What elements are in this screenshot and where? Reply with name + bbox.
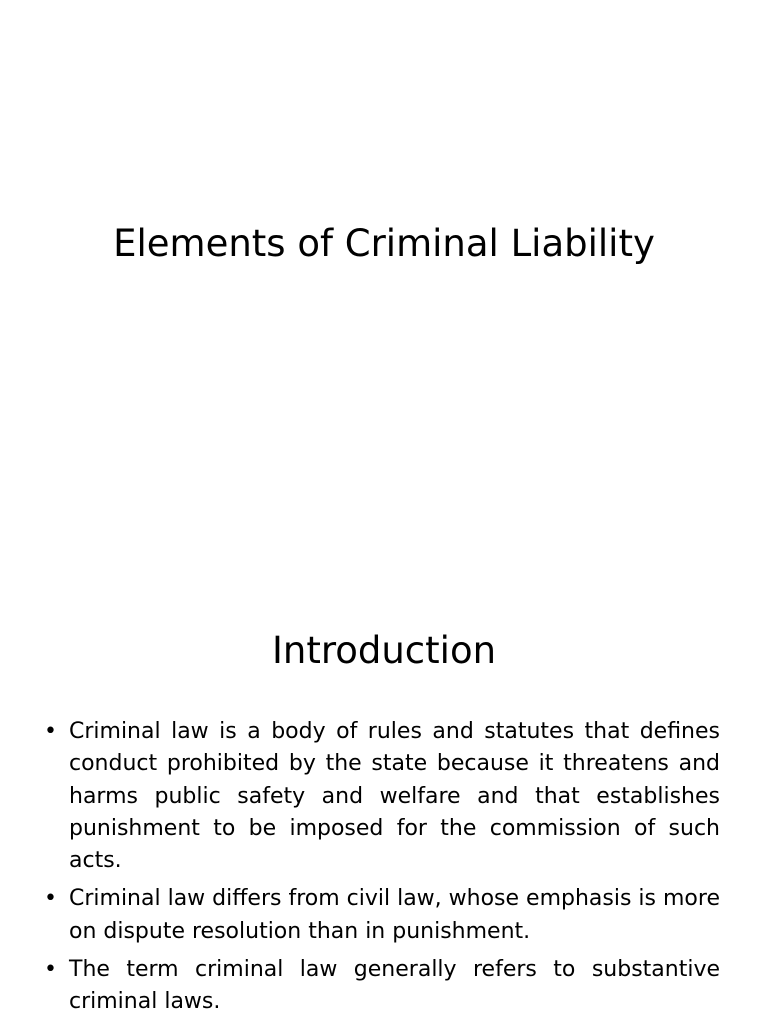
bullet-text: The term criminal law generally refers to substantive criminal laws. — [69, 957, 720, 1015]
bullet-list — [44, 716, 720, 1025]
slide-title: Elements of Criminal Liability — [113, 222, 655, 265]
bullet-dot-icon: • — [44, 957, 57, 983]
bullet-dot-icon: • — [44, 719, 57, 744]
bullet-item — [44, 954, 720, 1019]
bullet-dot-icon: • — [44, 886, 57, 912]
content-slide — [0, 576, 768, 1024]
bullet-item — [44, 716, 720, 877]
bullet-text: Criminal law is a body of rules and statutes that defines conduct prohibited by the state because it threatens and harms public safety and welfare and that establishes punishment to be imposed for the commission of such acts. — [69, 719, 720, 874]
slide-heading: Introduction — [271, 629, 497, 672]
bullet-item — [44, 883, 720, 948]
bullet-text: Criminal law differs from civil law, whose emphasis is more on dispute resolution than in punishment. — [69, 886, 720, 944]
